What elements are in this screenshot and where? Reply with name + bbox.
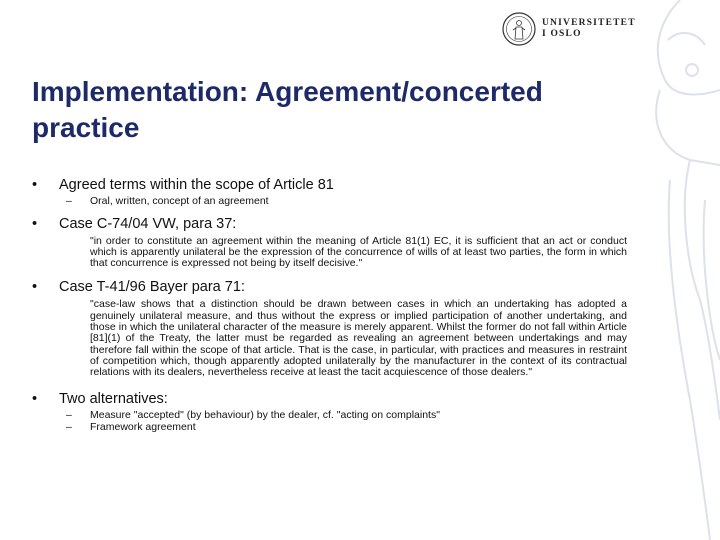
slide-title: Implementation: Agreement/concerted practice <box>32 76 543 143</box>
logo-line-2: I OSLO <box>542 29 582 39</box>
case-quote: "in order to constitute an agreement within the meaning of Article 81(1) EC, it is sufficient that an act or conduct which is apparently unilateral be the expression of the concurrence of wills of at least two parties, the form in which that concurrence is expressed not being by itself decisive." <box>90 234 627 270</box>
bullet-text: Agreed terms within the scope of Article 81 <box>59 177 334 193</box>
dash-marker: – <box>66 408 72 421</box>
sub-bullet <box>32 422 627 434</box>
sub-bullet-text: Oral, written, concept of an agreement <box>90 195 269 207</box>
sub-bullet-text: Measure "accepted" (by behaviour) by the dealer, cf. "acting on complaints" <box>90 408 440 421</box>
bullet-line <box>32 390 627 408</box>
bullet-marker: • <box>32 390 38 407</box>
bullet-line <box>32 278 627 296</box>
bullet-text: Case T-41/96 Bayer para 71: <box>59 279 245 296</box>
bullet-item <box>32 390 627 434</box>
bullet-item <box>32 215 627 270</box>
bullet-marker: • <box>32 215 38 232</box>
bullet-marker: • <box>32 279 38 296</box>
bullet-text: Two alternatives: <box>59 390 168 407</box>
bullet-line <box>32 215 627 233</box>
university-seal-icon <box>502 12 536 46</box>
bullet-item <box>32 278 627 378</box>
sub-bullet <box>32 196 627 208</box>
watermark-figure-icon <box>620 0 720 540</box>
university-logo <box>502 12 642 52</box>
case-quote: "case-law shows that a distinction should be drawn between cases in which an undertaking has adopted a genuinely unilateral measure, and thus without the express or implied participation of another undertaking, and those in which the unilateral character of the measure is merely apparent. Whilst the former do not fall within Article [81](1) of the Treaty, the latter must be regarded as revealing an agreement between undertakings and may therefore fall within the scope of that article. That is the case, in particular, with practices and measures in restraint of competition which, though apparently adopted unilaterally by the manufacturer in the context of its contractual relations with its dealers, nevertheless receive at least the tacit acquiescence of those dealers." <box>90 298 627 379</box>
dash-marker: – <box>66 421 72 434</box>
dash-marker: – <box>66 195 72 207</box>
slide-body <box>32 176 627 434</box>
sub-bullet <box>32 410 627 422</box>
sub-bullet-text: Framework agreement <box>90 421 196 434</box>
bullet-marker: • <box>32 177 38 193</box>
bullet-line <box>32 176 627 194</box>
bullet-item <box>32 176 627 208</box>
bullet-text: Case C-74/04 VW, para 37: <box>59 215 237 232</box>
logo-line-1: UNIVERSITETET <box>542 18 636 28</box>
